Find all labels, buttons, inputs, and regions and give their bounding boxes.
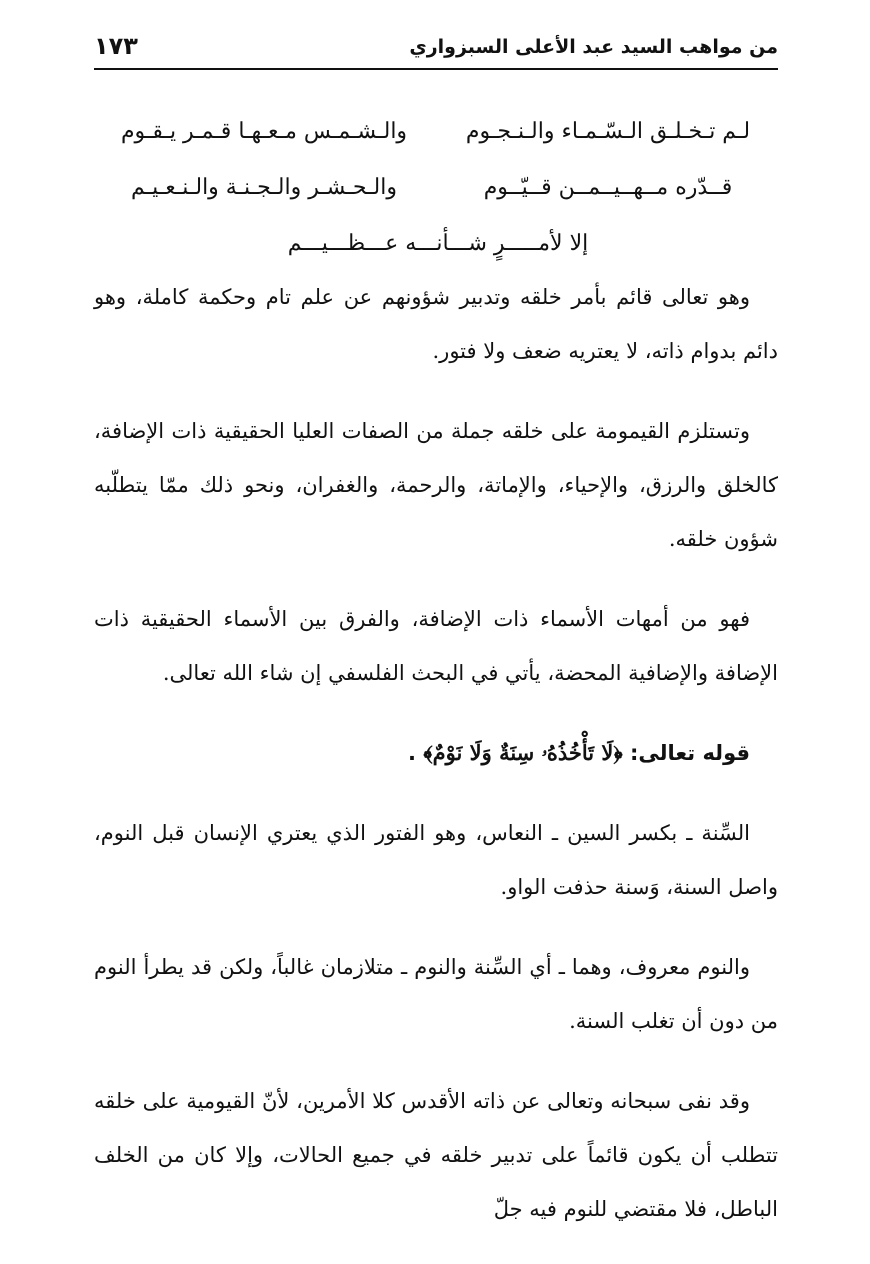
poem-hemistich-right: لـم تـخـلـق الـسّـمـاء والـنـجـوم xyxy=(465,119,751,144)
poem-row xyxy=(94,220,778,276)
quranic-verse: ﴿لَا تَأْخُذُهُۥ سِنَةٌ وَلَا نَوْمٌ﴾ xyxy=(423,740,623,765)
paragraph: السِّنة ـ بكسر السين ـ النعاس، وهو الفتور الذي يعتري الإنسان قبل النوم، واصل السنة، وَسنة حذفت الواو. xyxy=(94,821,778,899)
running-title: من مواهب السيد عبد الأعلى السبزواري xyxy=(409,36,778,58)
poem-closing-line: إلا لأمـــــرٍ شـــأنـــه عـــظـــيـــم xyxy=(287,231,589,256)
poem-hemistich-left: والـشـمـس مـعـهـا قـمـر يـقـوم xyxy=(120,119,408,144)
poem-row xyxy=(94,164,778,220)
poem-row xyxy=(94,108,778,164)
body-text xyxy=(94,270,778,1262)
poem-hemistich-right: قــدّره مــهــيــمــن قــيّــوم xyxy=(483,175,733,200)
paragraph: وقد نفى سبحانه وتعالى عن ذاته الأقدس كلا الأمرين، لأنّ القيومية على خلقه تتطلب أن يكون قائماً على تدبير خلقه في جميع الحالات، وإلا كان من الخلف الباطل، فلا مقتضي للنوم فيه جلّ xyxy=(94,1089,778,1221)
page-header xyxy=(94,30,778,70)
poem-hemistich-left: والـحـشـر والـجـنـة والـنـعـيـم xyxy=(131,175,397,200)
paragraph: وتستلزم القيمومة على خلقه جملة من الصفات العليا الحقيقية ذات الإضافة، كالخلق والرزق، والإحياء، والإماتة، والرحمة، والغفران، ونحو ذلك ممّا يتطلّبه شؤون خلقه. xyxy=(94,419,778,551)
verse-heading xyxy=(94,726,778,780)
paragraph: فهو من أمهات الأسماء ذات الإضافة، والفرق بين الأسماء الحقيقية ذات الإضافة والإضافية المحضة، يأتي في البحث الفلسفي إن شاء الله تعالى. xyxy=(94,607,778,685)
paragraph: وهو تعالى قائم بأمر خلقه وتدبير شؤونهم عن علم تام وحكمة كاملة، وهو دائم بدوام ذاته، لا يعتريه ضعف ولا فتور. xyxy=(94,285,778,363)
paragraph: والنوم معروف، وهما ـ أي السِّنة والنوم ـ متلازمان غالباً، ولكن قد يطرأ النوم من دون أن تغلب السنة. xyxy=(94,955,778,1033)
page-number: ١٧٣ xyxy=(94,32,138,60)
poem xyxy=(94,108,778,276)
verse-heading-suffix: . xyxy=(408,741,417,765)
verse-heading-prefix: قوله تعالى: xyxy=(629,741,750,765)
